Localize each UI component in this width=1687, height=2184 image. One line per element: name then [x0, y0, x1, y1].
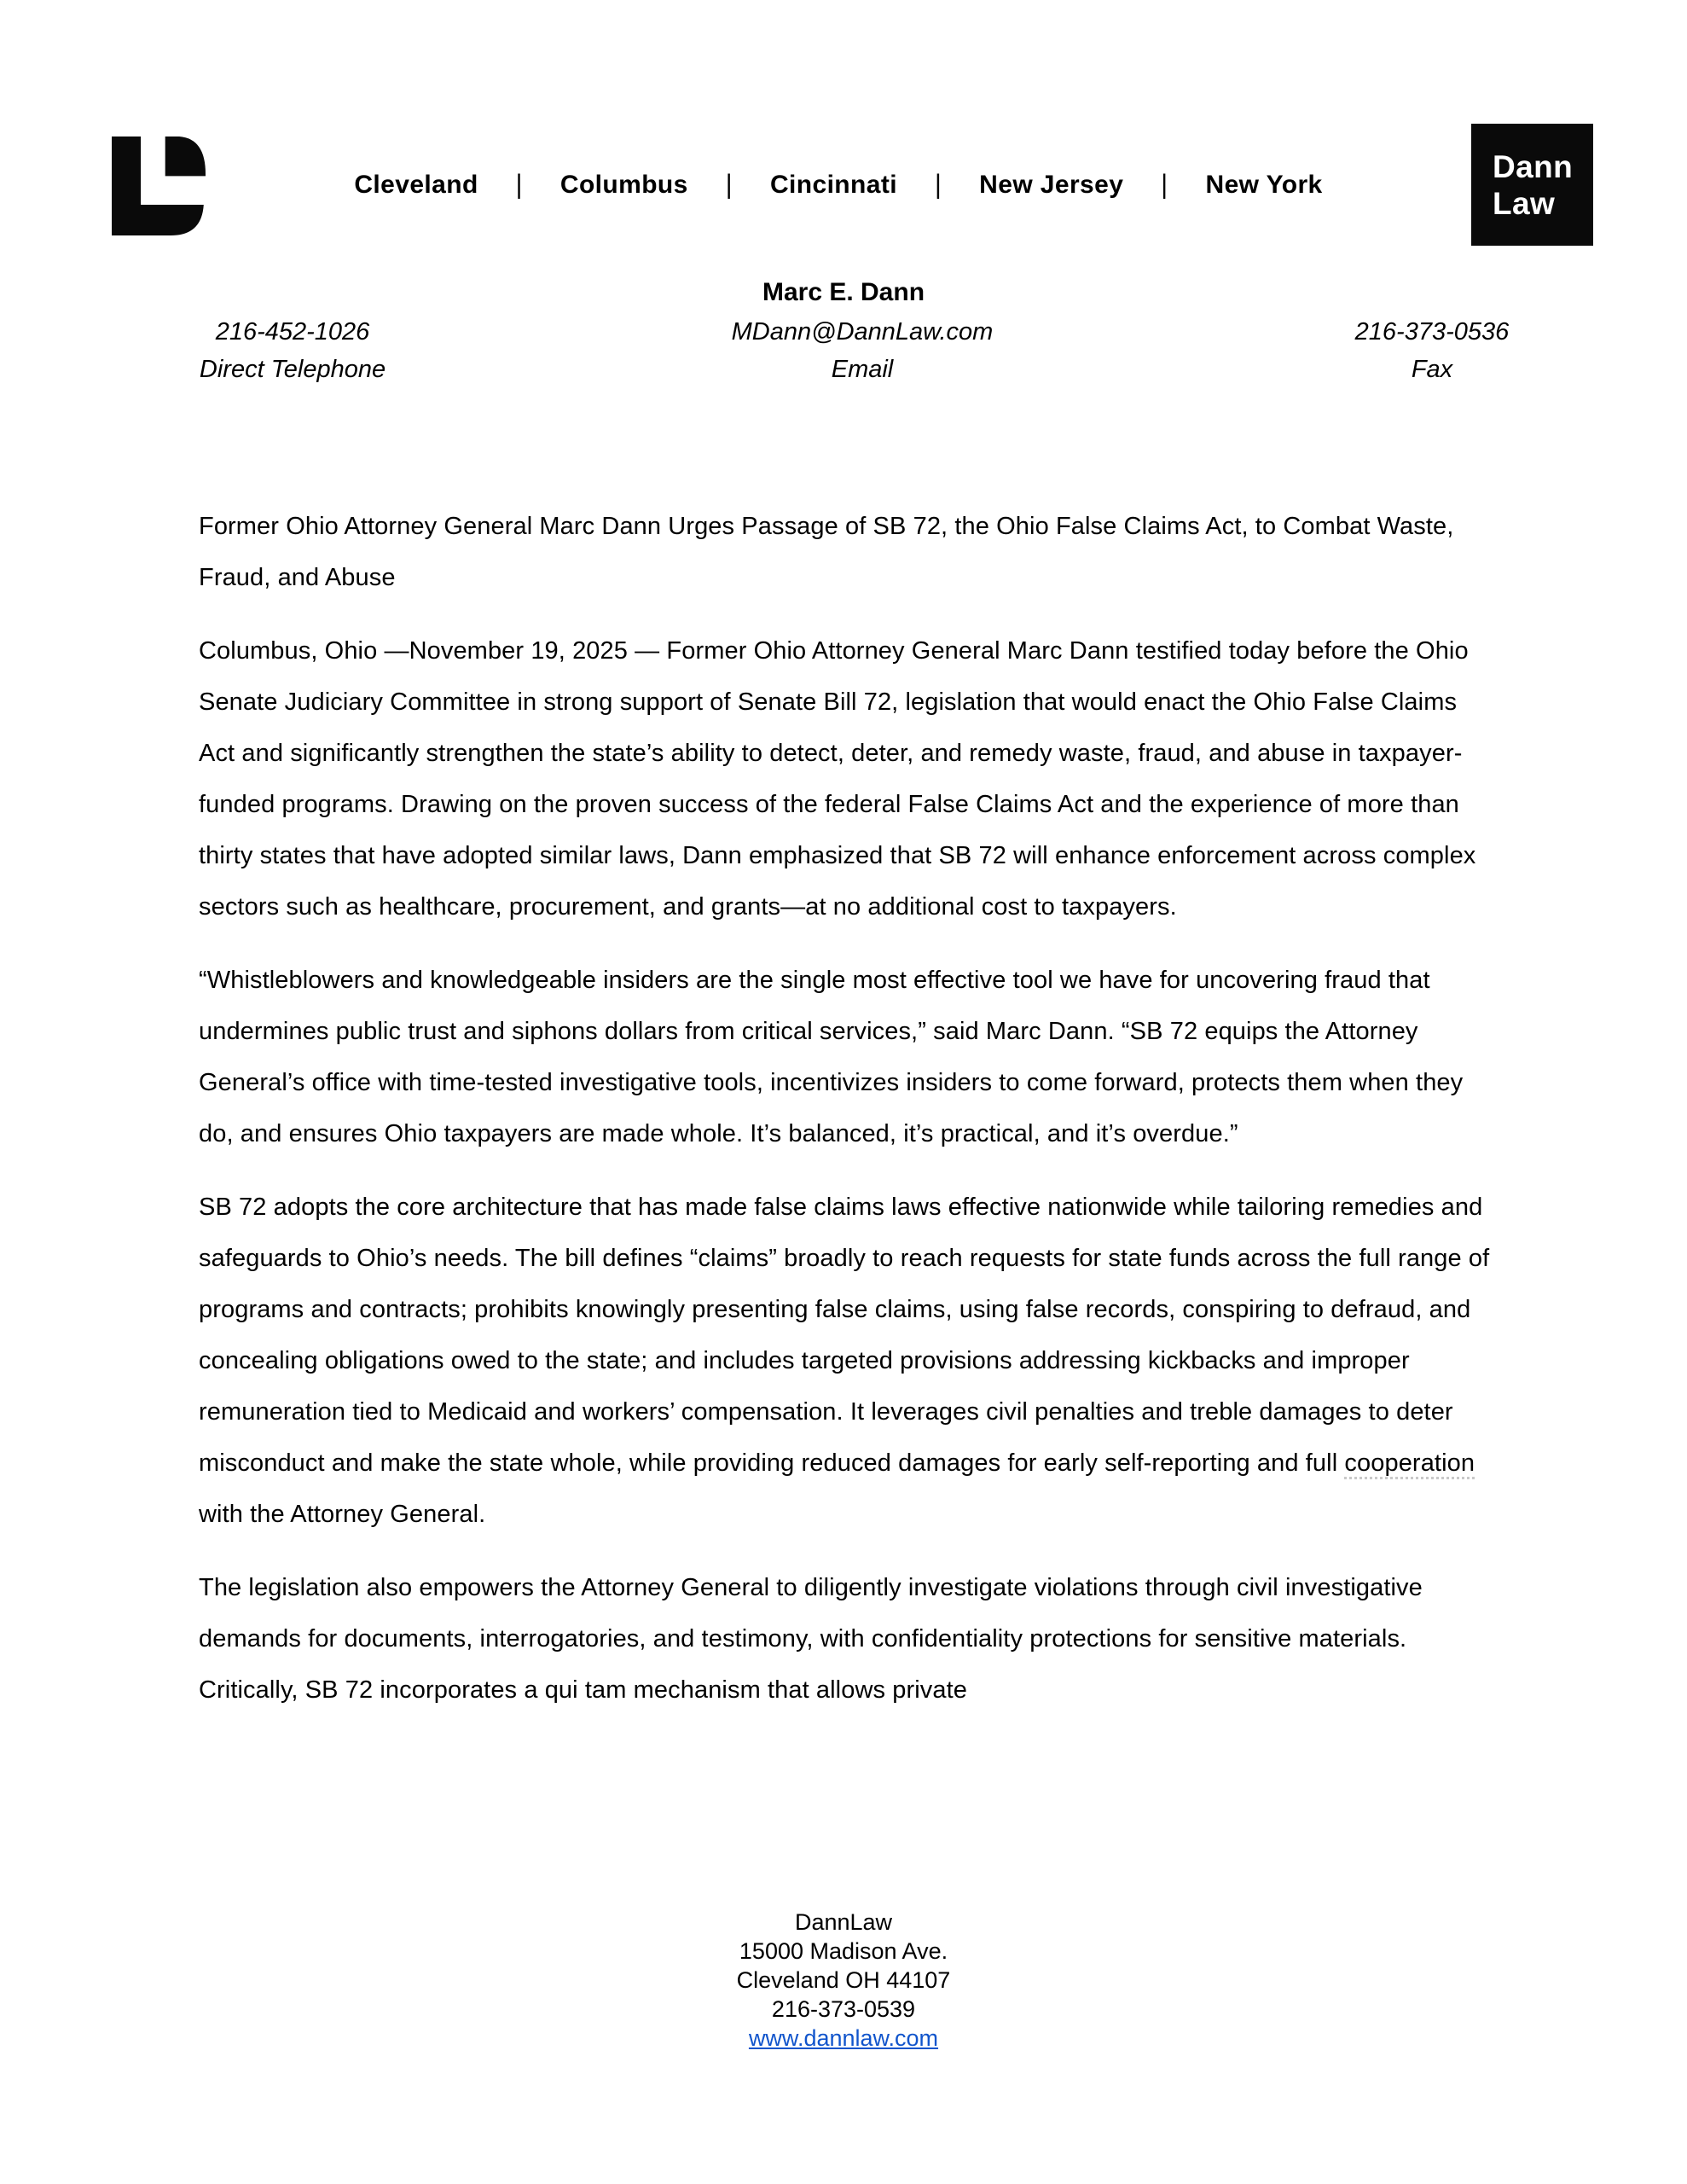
email-value: MDann@DannLaw.com	[731, 318, 994, 346]
office-locations	[206, 171, 1471, 200]
contact-phone	[194, 313, 391, 388]
contact-email	[732, 313, 994, 388]
letterhead	[112, 124, 1593, 246]
paragraph-1: Columbus, Ohio —November 19, 2025 — Former Ohio Attorney General Marc Dann testified today before the Ohio Senate Judiciary Committee in strong support of Senate Bill 72, legislation that would enact the Ohio False Claims Act and significantly strengthen the state’s ability to detect, deter, and remedy waste, fraud, and abuse in taxpayer-funded programs. Drawing on the proven success of the federal False Claims Act and the experience of more than thirty states that have adopted similar laws, Dann emphasized that SB 72 will enhance enforcement across complex sectors such as healthcare, procurement, and grants—at no additional cost to taxpayers.	[199, 637, 1476, 921]
footer-address-line1: 15000 Madison Ave.	[739, 1938, 948, 1964]
spellcheck-underlined-word: cooperation	[1344, 1449, 1475, 1479]
city-new-jersey: New Jersey	[979, 170, 1124, 199]
dannlaw-logo-icon	[112, 136, 206, 235]
press-release-body	[199, 501, 1492, 1738]
attorney-name: Marc E. Dann	[762, 278, 925, 306]
city-cincinnati: Cincinnati	[769, 170, 897, 199]
separator: |	[1161, 169, 1168, 200]
website-link[interactable]: www.dannlaw.com	[748, 2025, 939, 2051]
paragraph-3	[199, 1182, 1492, 1540]
separator: |	[934, 169, 942, 200]
page-footer	[0, 1908, 1687, 2053]
paragraph-4: The legislation also empowers the Attorney General to diligently investigate violations through civil investigative demands for documents, interrogatories, and testimony, with confidentiality protections for sensitive materials. Critically, SB 72 incorporates a qui tam mechanism that allows private	[199, 1574, 1423, 1704]
footer-phone: 216-373-0539	[771, 1996, 916, 2022]
paragraph-2: “Whistleblowers and knowledgeable insiders are the single most effective tool we have for uncovering fraud that undermines public trust and siphons dollars from critical services,” said Marc Dann. “SB 72 equips the Attorney General’s office with time-tested investigative tools, incentivizes insiders to come forward, protects them when they do, and ensures Ohio taxpayers are made whole. It’s balanced, it’s practical, and it’s overdue.”	[199, 967, 1464, 1147]
fax-value: 216-373-0536	[1354, 318, 1510, 346]
badge-line1: Dann	[1493, 148, 1574, 184]
contact-fax	[1334, 313, 1530, 388]
fax-label: Fax	[1411, 356, 1453, 383]
badge-line2: Law	[1493, 185, 1556, 221]
separator: |	[515, 169, 523, 200]
footer-org: DannLaw	[794, 1909, 893, 1935]
paragraph-3-end: with the Attorney General.	[199, 1501, 486, 1528]
contact-info	[194, 313, 1530, 388]
separator: |	[725, 169, 733, 200]
city-columbus: Columbus	[559, 170, 688, 199]
headline: Former Ohio Attorney General Marc Dann Urges Passage of SB 72, the Ohio False Claims Act, to Combat Waste, Fraud, and Abuse	[199, 513, 1454, 591]
footer-address-line2: Cleveland OH 44107	[736, 1967, 951, 1993]
phone-label: Direct Telephone	[199, 356, 386, 383]
city-new-york: New York	[1205, 170, 1323, 199]
dannlaw-badge	[1471, 124, 1593, 246]
email-label: Email	[831, 356, 894, 383]
phone-value: 216-452-1026	[215, 318, 370, 346]
city-cleveland: Cleveland	[354, 170, 478, 199]
paragraph-3-text: SB 72 adopts the core architecture that has made false claims laws effective nationwide while tailoring remedies and safeguards to Ohio’s needs. The bill defines “claims” broadly to reach requests for state funds across the full range of programs and contracts; prohibits knowingly presenting false claims, using false records, conspiring to defraud, and concealing obligations owed to the state; and includes targeted provisions addressing kickbacks and improper remuneration tied to Medicaid and workers’ compensation. It leverages civil penalties and treble damages to deter misconduct and make the state whole, while providing reduced damages for early self-reporting and full	[199, 1194, 1490, 1477]
